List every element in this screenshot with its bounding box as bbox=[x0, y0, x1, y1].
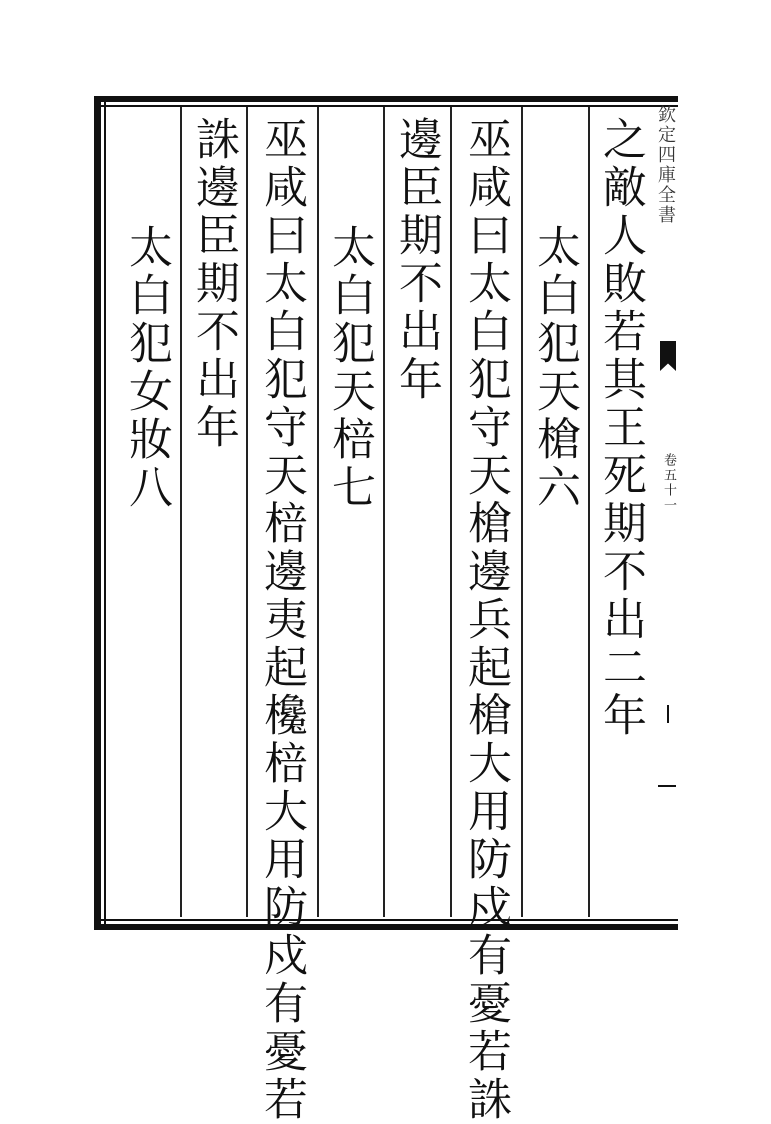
juan-number: 卷五十一 bbox=[661, 453, 676, 513]
column-rule bbox=[383, 107, 385, 917]
column-rule bbox=[317, 107, 319, 917]
text-column-1: 之敵人敗若其王死期不出二年 bbox=[595, 116, 646, 740]
text-column-7: 誅邊臣期不出年 bbox=[188, 116, 239, 452]
fishtail-mark-icon bbox=[660, 341, 676, 371]
text-column-6: 巫咸曰太白犯守天棓邊夷起欃棓大用防戍有憂若 bbox=[256, 116, 307, 1124]
margin-strip bbox=[655, 105, 678, 925]
margin-tick bbox=[658, 785, 676, 787]
margin-tick bbox=[667, 705, 669, 723]
text-column-8: 太白犯女妝八 bbox=[121, 224, 172, 512]
column-rule bbox=[588, 107, 590, 917]
frame-border-left-inner bbox=[104, 96, 106, 930]
book-title: 欽定四庫全書 bbox=[655, 105, 676, 225]
text-column-2: 太白犯天槍六 bbox=[529, 224, 580, 512]
text-column-3: 巫咸曰太白犯守天槍邊兵起槍大用防戍有憂若誅 bbox=[460, 116, 511, 1124]
frame-border-top bbox=[94, 96, 678, 102]
text-column-5: 太白犯天棓七 bbox=[324, 224, 375, 512]
frame-border-left bbox=[94, 96, 101, 930]
frame-border-bottom-inner bbox=[94, 919, 678, 921]
text-column-4: 邊臣期不出年 bbox=[391, 116, 442, 404]
frame-border-bottom bbox=[94, 924, 678, 930]
column-rule bbox=[450, 107, 452, 917]
column-rule bbox=[246, 107, 248, 917]
column-rule bbox=[180, 107, 182, 917]
column-rule bbox=[521, 107, 523, 917]
